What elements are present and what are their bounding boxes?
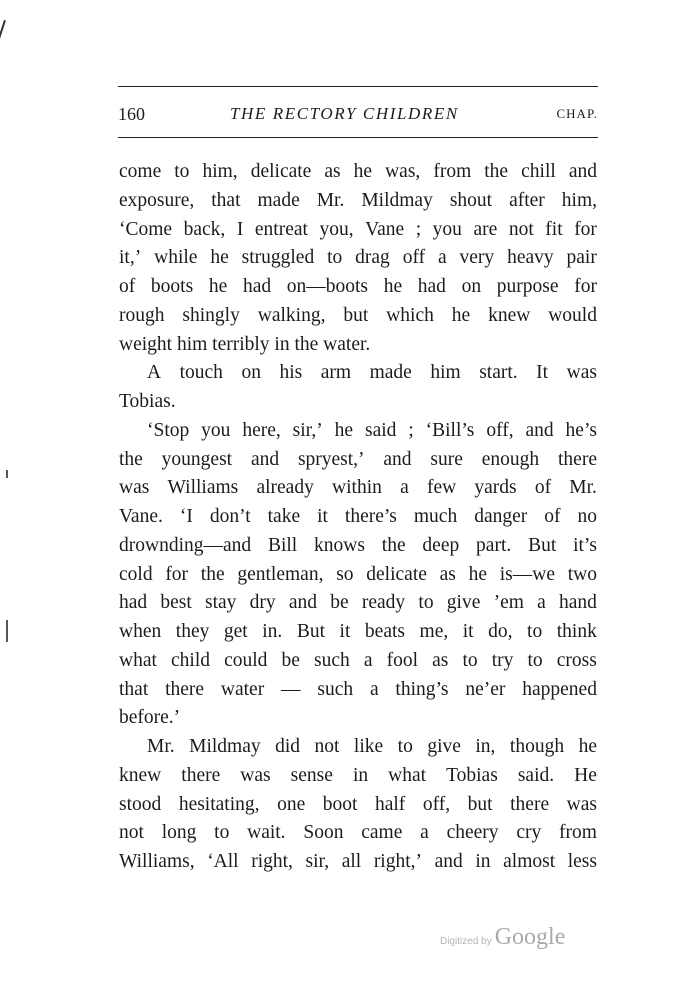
text-line: what child could be such a fool as to try to cross	[119, 649, 597, 671]
text-line: that there water — such a thing’s ne’er happened	[119, 678, 597, 700]
digitization-watermark	[440, 924, 565, 951]
text-line: before.’	[119, 707, 181, 729]
text-line: stood hesitating, one boot half off, but there was	[119, 793, 597, 815]
text-line: ‘Come back, I entreat you, Vane ; you are not fit for	[119, 218, 597, 240]
text-line: knew there was sense in what Tobias said. He	[119, 764, 597, 786]
edge-speck	[6, 620, 8, 642]
chapter-label: CHAP.	[556, 106, 598, 121]
body-text	[119, 158, 597, 877]
text-line: A touch on his arm made him start. It was	[147, 362, 597, 384]
text-line: Vane. ‘I don’t take it there’s much danger of no	[119, 506, 597, 527]
top-rule	[118, 86, 598, 87]
google-logo: Google	[494, 924, 566, 950]
digitized-label: Digitized by	[440, 936, 492, 947]
text-line: it,’ while he struggled to drag off a very heavy pair	[119, 247, 597, 269]
margin-pencil-mark	[0, 20, 6, 49]
text-line: when they get in. But it beats me, it do, to think	[119, 621, 597, 642]
text-line: exposure, that made Mr. Mildmay shout after him,	[119, 189, 597, 211]
book-title: THE RECTORY CHILDREN	[230, 104, 459, 123]
text-line: come to him, delicate as he was, from the chill and	[119, 161, 597, 182]
text-line: Mr. Mildmay did not like to give in, though he	[147, 736, 597, 757]
edge-speck	[6, 470, 8, 478]
text-line: Williams, ‘All right, sir, all right,’ and in almost less	[119, 851, 597, 872]
text-line: had best stay dry and be ready to give ’em a hand	[119, 592, 597, 614]
text-line: cold for the gentleman, so delicate as he is—we two	[119, 563, 597, 585]
running-head	[118, 104, 598, 130]
text-line: was Williams already within a few yards of Mr.	[119, 477, 597, 499]
page-number: 160	[118, 104, 145, 124]
text-line: weight him terribly in the water.	[119, 333, 371, 355]
text-line: of boots he had on—boots he had on purpose for	[119, 276, 597, 297]
text-line: Tobias.	[119, 391, 176, 412]
text-line: the youngest and spryest,’ and sure enough there	[119, 448, 597, 470]
header-rule	[118, 137, 598, 138]
text-line: ‘Stop you here, sir,’ he said ; ‘Bill’s off, and he’s	[147, 419, 597, 441]
text-line: drownding—and Bill knows the deep part. But it’s	[119, 534, 597, 556]
text-line: rough shingly walking, but which he knew would	[119, 304, 597, 326]
text-line: not long to wait. Soon came a cheery cry from	[119, 822, 597, 844]
